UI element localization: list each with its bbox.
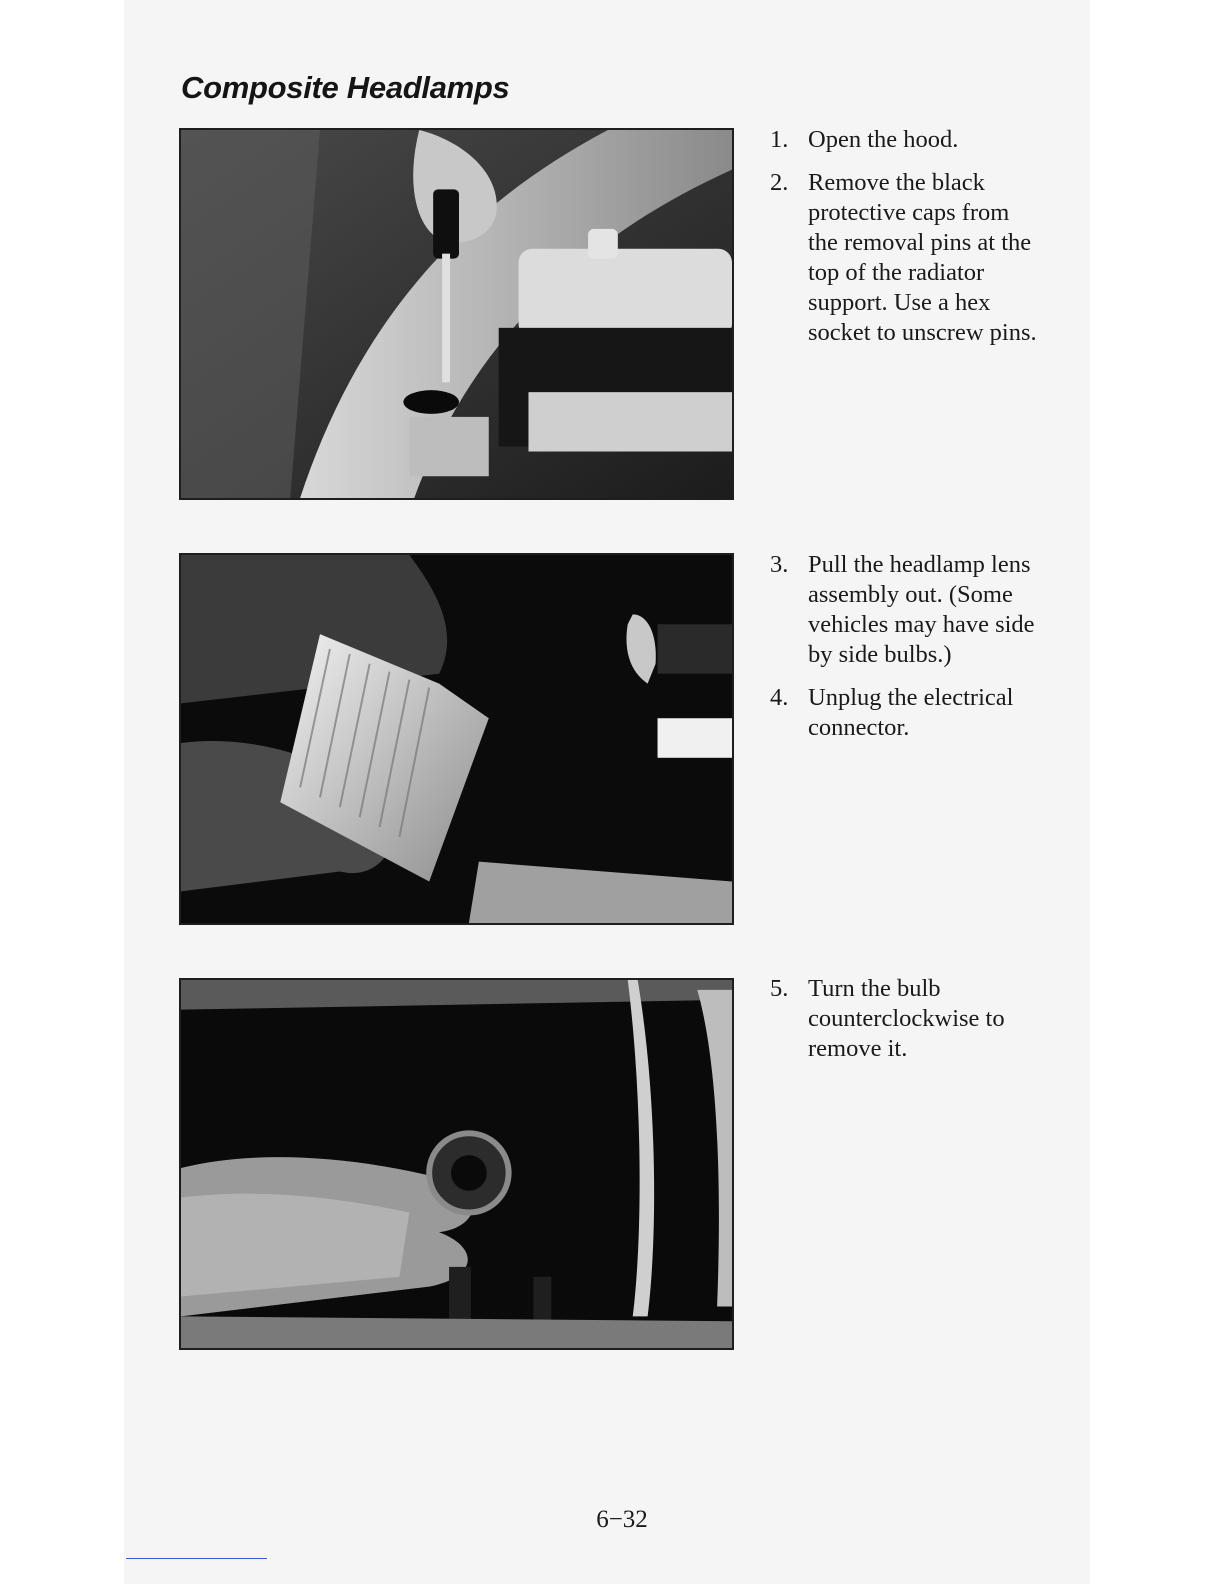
step-number: 5. [770, 975, 789, 1002]
step-text: Pull the headlamp lens assembly out. (Some vehicles may have side by side bulbs.) [808, 551, 1035, 668]
step-item [770, 168, 1040, 348]
step-text: Open the hood. [808, 126, 959, 153]
step-item [770, 125, 1040, 155]
steps-group-2 [770, 550, 1040, 756]
step-text: Remove the black protective caps from the removal pins at the top of the radiator support. Use a hex socket to unscrew pins. [808, 169, 1037, 346]
pulling-headlamp-assembly-photo [179, 553, 734, 925]
step-item [770, 974, 1040, 1064]
step-item [770, 683, 1040, 743]
photo-2-illustration [181, 555, 732, 923]
page-number: 6−32 [596, 1506, 648, 1533]
step-text: Unplug the electrical connector. [808, 684, 1014, 741]
page-edge-line [126, 1558, 267, 1559]
photo-3-illustration [181, 980, 732, 1348]
photo-1-illustration [181, 130, 732, 498]
step-number: 2. [770, 169, 789, 196]
step-number: 4. [770, 684, 789, 711]
step-number: 1. [770, 126, 789, 153]
steps-group-1 [770, 125, 1040, 361]
step-item [770, 550, 1040, 670]
steps-group-3 [770, 974, 1040, 1077]
page-title: Composite Headlamps [181, 70, 510, 105]
turning-bulb-photo [179, 978, 734, 1350]
manual-page [124, 0, 1090, 1584]
screwdriver-removing-pins-photo [179, 128, 734, 500]
step-text: Turn the bulb counterclockwise to remove it. [808, 975, 1005, 1062]
step-number: 3. [770, 551, 789, 578]
